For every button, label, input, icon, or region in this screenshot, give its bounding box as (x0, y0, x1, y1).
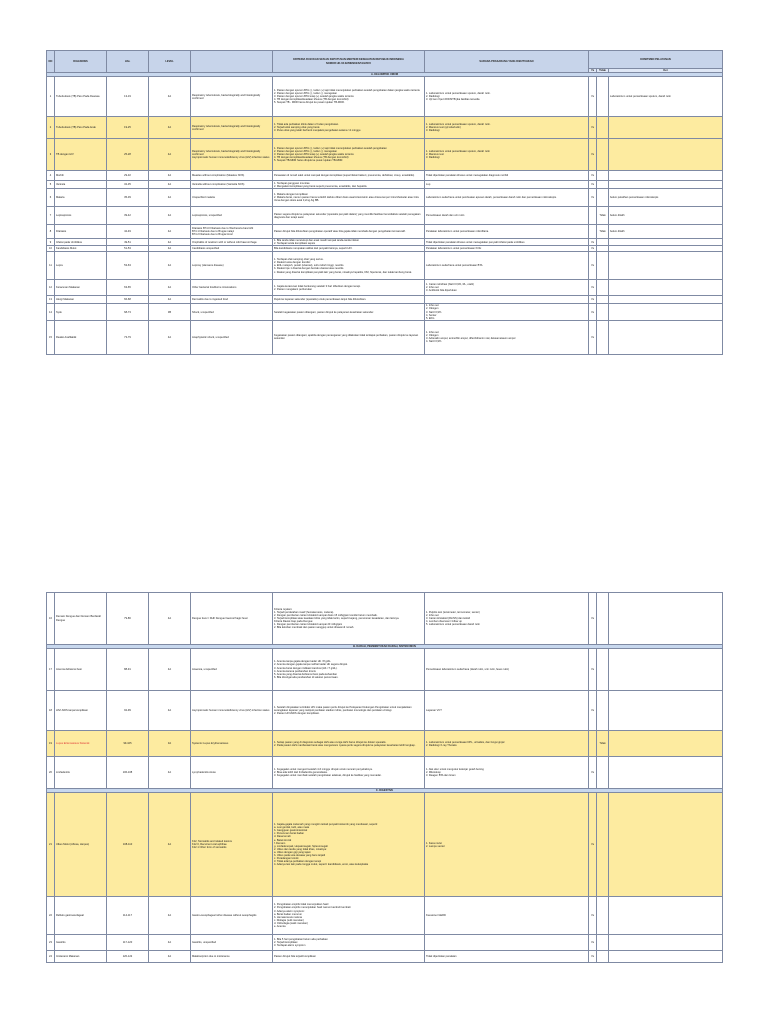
row-diagnosis: TB dengan HIV (55, 139, 107, 171)
row-no: 16 (47, 593, 55, 645)
row-no: 3 (47, 139, 55, 171)
row-hal: 68-73 (107, 304, 149, 320)
row-icd: Dermatitis due to ingested food (191, 296, 273, 304)
table-row (47, 935, 723, 951)
row-ket (609, 757, 723, 789)
row-ket (609, 117, 723, 139)
row-hal: 32-35 (107, 181, 149, 189)
row-hal: 29-32 (107, 171, 149, 181)
row-level: 4A (149, 189, 191, 207)
row-icd: Respiratory tuberculosis, bacteriologically and histologically confirmed Asymptomatic human immunodeficiency virus (HIV) infection status (191, 139, 273, 171)
referral-table-page-1 (46, 50, 723, 355)
row-criteria: Bila kandidiasis merupakan akibat dari penyakit lainnya, seperti HIV. (273, 246, 425, 252)
row-facilities: Tidak diperlukan peralatan (425, 951, 589, 963)
section-c: C. DIGESTIVE (47, 789, 723, 793)
row-hal: 99-105 (107, 731, 149, 757)
row-level: 4A (149, 935, 191, 951)
row-no: 21 (47, 793, 55, 897)
row-ket: belum pelatihan pemeriksaan mikroskopis (609, 189, 723, 207)
row-hal: 63-65 (107, 280, 149, 296)
col-level: LEVEL (149, 51, 191, 73)
row-ya: Ya (589, 951, 597, 963)
row-criteria: 1. Pasien dengan sputum BTA (-), kultur (+) tapi tidak menunjukkan perbaikan setelah pengobatan 2. Pasien dengan sputum BTA (-), kultur (-) meragukan 3. Pasien dengan sputum BTA tetap (+) setelah jangka waktu tertentu 4. TB dengan komplikasi/keadaan khusus (TB dengan komorbid) 5. Suspek TB-MDR harus dirujuk ke pusat rujukan TB-MDR. (273, 139, 425, 171)
row-facilities: 1. Laboratorium untuk pemeriksaan sputum, darah rutin. 2. Mantoux test (uji tuberkulin) 3. Radiologi (425, 117, 589, 139)
row-facilities: Layanan VCT (425, 691, 589, 731)
row-hal: 106-108 (107, 757, 149, 789)
row-no: 9 (47, 239, 55, 246)
row-diagnosis: Lepra (55, 252, 107, 280)
table-row (47, 793, 723, 897)
row-hal: 79-86 (107, 593, 149, 645)
row-icd: Anaphylactic shock, unspecified (191, 320, 273, 354)
row-criteria: Pasien dirujuk bila terjadi komplikasi (273, 951, 425, 963)
row-ket (609, 181, 723, 189)
row-icd: Lymphadenitis Acute (191, 757, 273, 789)
row-criteria: 1. Terdapat gangguan imunitas 2. Mengalami komplikasi yang berat seperti pneumonia, ensefalitis, dan hepatitis. (273, 181, 425, 189)
row-level: 4A (149, 691, 191, 731)
row-tidak (597, 77, 609, 117)
row-criteria: Pasien segera dirujuk ke pelayanan sekunder (spesialis penyakit dalam) yang memiliki fasilitas hemodialisis setelah penegakan diagnosis dan terapi awal. (273, 207, 425, 225)
col-diagnosis: DIAGNOSIS (55, 51, 107, 73)
row-criteria: 1. Pasien dengan sputum BTA (-), kultur (+) tapi tidak menunjukkan perbaikan setelah pengobatan dalam jangka waktu tertentu 2. Pasien dengan sputum BTA (-), kultur (-) meragukan 3. Pasien dengan sputum BTA tetap (+) setelah jangka waktu tertentu 4. TB dengan komplikasi/keadaan khusus (TB dengan komorbid) 5. Suspek TB - MDR harus dirujuk ke pusat rujukan TB-MDR. (273, 77, 425, 117)
row-tidak (597, 320, 609, 354)
row-ya: Ya (589, 139, 597, 171)
row-tidak (597, 649, 609, 691)
row-hal: 51-53 (107, 246, 149, 252)
row-ket (609, 649, 723, 691)
table-row (47, 171, 723, 181)
table-row (47, 225, 723, 239)
row-ya (589, 731, 597, 757)
row-icd: Unspecified malaria (191, 189, 273, 207)
row-diagnosis: Malaria (55, 189, 107, 207)
row-hal: 13-19 (107, 77, 149, 117)
row-ya: Ya (589, 171, 597, 181)
row-no: 2 (47, 117, 55, 139)
row-criteria: 1. Anemia tanpa gejala dengan kadar Hb <8 g/dL. 2. Anemia dengan gejala tanpa melihat kadar Hb segera dirujuk. 3. Anemia berat dengan indikasi transfusi (Hb <7 g/dL). 4. Anemia karena perdarahan kronis 5. Anemia yang disertai defisiensi besi pada kehamilan 6. Bila dicurigai ada pendarahan di saluran pencernaan. (273, 649, 425, 691)
row-tidak (597, 593, 609, 645)
row-icd: Shock, unspecified (191, 304, 273, 320)
row-hal: 53-63 (107, 252, 149, 280)
table-row (47, 951, 723, 963)
row-ket (609, 280, 723, 296)
row-icd: Gastro-oesophageal reflux disease without oesophagitis (191, 897, 273, 935)
col-ket: Ket (609, 69, 723, 73)
row-ya: Ya (589, 793, 597, 897)
row-no: 1 (47, 77, 55, 117)
row-no: 13 (47, 296, 55, 304)
row-no: 17 (47, 649, 55, 691)
row-level: 4A (149, 77, 191, 117)
row-facilities: 1. Infus set 2. Oksigen 3. NaCl 0,9% 4. Senter 5. EKG (425, 304, 589, 320)
row-no: 23 (47, 935, 55, 951)
row-ya: Ya (589, 320, 597, 354)
row-no: 19 (47, 731, 55, 757)
row-ket: belum dilatih (609, 225, 723, 239)
row-icd: Respiratory tuberculosis, bacteriologically and histologically confirmed (191, 77, 273, 117)
row-icd: Omphalitis of newborn with or without mild haemorrhage (191, 239, 273, 246)
row-ket (609, 320, 723, 354)
col-commitment: KOMITMEN PELAYANAN (589, 51, 723, 69)
row-diagnosis: Limfadenitis (55, 757, 107, 789)
row-no: 7 (47, 207, 55, 225)
row-tidak (597, 897, 609, 935)
row-level: 4A (149, 225, 191, 239)
row-facilities: Peralatan laboratorium untuk pemeriksaan mikrofilaria. (425, 225, 589, 239)
row-criteria: 1. Bila 5 hari pengobatan belum ada perbaikan 2. Terjadi komplikasi 3. Terdapat alarm symptom (273, 935, 425, 951)
row-ya (589, 207, 597, 225)
col-criteria: KRITERIA RUJUKAN SESUAI KEPUTUSAN MENTERI KESEHATAN REPUBLIK INDONESIA NOMOR HK.02.02/MENKES/514/2015 (273, 51, 425, 73)
row-diagnosis: Anemia defisiensi besi (55, 649, 107, 691)
row-ya: Ya (589, 304, 597, 320)
row-tidak (597, 280, 609, 296)
row-hal: 42-49 (107, 225, 149, 239)
col-facilities: SARANA PRASARANA YANG DIBUTUHKAN (425, 51, 589, 73)
row-level: 4A (149, 593, 191, 645)
table-row (47, 320, 723, 354)
row-hal: 66-68 (107, 296, 149, 304)
table-row (47, 77, 723, 117)
row-tidak (597, 296, 609, 304)
table-row (47, 304, 723, 320)
row-facilities: 1. Infus set 2. Oksigen 3. Adrenalin ampul, aminofilin ampul, difenhidramin vial, deksametason ampul 4. NaCl 0,9% (425, 320, 589, 354)
table-row (47, 239, 723, 246)
table-row (47, 649, 723, 691)
row-tidak (597, 691, 609, 731)
table-row (47, 280, 723, 296)
row-diagnosis: Kandidiasis Mulut (55, 246, 107, 252)
row-facilities: Laboratorium sederhana untuk pembuatan apusan darah, pemeriksaan darah rutin dan pemeriksaan mikroskopis. (425, 189, 589, 207)
row-no: 5 (47, 181, 55, 189)
row-diagnosis: Tuberkulosis (TB) Paru Pada Dewasa (55, 77, 107, 117)
table-row (47, 757, 723, 789)
row-diagnosis: Demam Dengue dan Demam Berdarah Dengue (55, 593, 107, 645)
row-no: 8 (47, 225, 55, 239)
row-level: 4A (149, 280, 191, 296)
row-hal: 25-28 (107, 139, 149, 171)
row-criteria: Perawatan di rumah sakit untuk campak dengan komplikasi (superinfeksi bakteri, pneumonia, dehidrasi, croup, ensefalitis) (273, 171, 425, 181)
row-ket (609, 897, 723, 935)
row-diagnosis: Tuberkulosis (TB) Paru Pada Anak (55, 117, 107, 139)
col-no: NO (47, 51, 55, 73)
row-level: 4A (149, 139, 191, 171)
row-icd: Measles without complication (Measles NOS) (191, 171, 273, 181)
row-hal: 114-117 (107, 897, 149, 935)
row-level: 4A (149, 207, 191, 225)
table-row (47, 189, 723, 207)
row-icd: Leptospirosis, unspecified (191, 207, 273, 225)
row-level: 4A (149, 117, 191, 139)
row-facilities: 1. Laboratorium untuk pemeriksaan sputum, darah rutin 2. Mantoux test 3. Radiologi (425, 139, 589, 171)
row-criteria: Rujuk ke layanan sekunder (spesialis) untuk pemeriksaan lanjut bila dibutuhkan. (273, 296, 425, 304)
row-tidak (597, 181, 609, 189)
row-tidak (597, 252, 609, 280)
row-level: 4A (149, 296, 191, 304)
row-level: 4A (149, 181, 191, 189)
row-diagnosis: Ulkus Mulut (Aftosa, Herpes) (55, 793, 107, 897)
row-tidak (597, 239, 609, 246)
row-hal: 120-122 (107, 951, 149, 963)
row-criteria: Pasien dirujuk bila dibutuhkan pengobatan operatif atau bila gejala tidak membaik dengan pengobatan konservatif. (273, 225, 425, 239)
row-icd: Varicella without complication (Varicella NOS) (191, 181, 273, 189)
row-ket (609, 593, 723, 645)
row-facilities (425, 296, 589, 304)
table-row (47, 593, 723, 645)
row-criteria: 1. Tidak ada perbaikan klinis dalam 2 bulan pengobatan. 2. Terjadi efek samping obat yang berat. 3. Putus obat yang telah berhenti menjalani pengobatan selama >2 minggu. (273, 117, 425, 139)
row-icd: Leprosy (Hansens disease) (191, 252, 273, 280)
row-ket (609, 139, 723, 171)
table-row (47, 117, 723, 139)
row-facilities: Kuesioner GERD (425, 897, 589, 935)
page-1 (46, 50, 722, 355)
row-criteria: 1. Setelah dinyatakan terinfeksi HIV maka pasien perlu dirujuk ke Pelayanan Dukungan Pengobatan untuk menjalankan serangkaian layanan yang meliputi penilaian stadium klinis, penilaian imunologis dan penilaian virologi. 2. Pasien HIV/AIDS dengan komplikasi. (273, 691, 425, 731)
row-no: 20 (47, 757, 55, 789)
row-hal: 88-91 (107, 649, 149, 691)
row-diagnosis: Lupus Eritematosus Sistemik (55, 731, 107, 757)
row-ya: Ya (589, 280, 597, 296)
row-tidak (597, 935, 609, 951)
row-level: 4A (149, 757, 191, 789)
row-no: 12 (47, 280, 55, 296)
table-row (47, 691, 723, 731)
row-ya: Ya (589, 117, 597, 139)
col-hal: HAL (107, 51, 149, 73)
col-tidak: Tidak (597, 69, 609, 73)
row-facilities: Lup (425, 181, 589, 189)
row-hal: 39-42 (107, 207, 149, 225)
section-b: B. DARAH, PEMBENTUKAN DARAH, SISTEM IMUN (47, 645, 723, 649)
row-tidak (597, 793, 609, 897)
row-criteria: 1. Gejala-gejala melemah yang mungkin terkait penyakit sistemik yang mendasari, seperti: a. Lesi genital, kulit, atau mata b. Gangguan gastrointestinal c. Penurunan berat badan d. Rasa lemah e. Batuk kronik f. Demam g. Limfadenopati, Hepatomegali, Splenomegali 2. Ulkus dan tanda yang tidak khas, misalnya: a. Ulkus dengan gigi yang tajam b. Ulkus pada usia dewasa yang baru terjadi c. Peradangan kronik 3. Tidak adanya perbaikan dengan terapi 4. Adanya lesi lain pada rongga mulut, seperti: kandidiasis, erosi, atau leukoplakia (273, 793, 425, 897)
row-ya: Ya (589, 897, 597, 935)
page-2 (46, 592, 722, 963)
row-facilities: Peralatan laboratorium untuk pemeriksaan KOH (425, 246, 589, 252)
row-criteria: 1. Gejala keracunan tidak berkurang setelah 3 hari diberikan dengan terapi. 2. Pasien mengalami perburukan (273, 280, 425, 296)
row-hal: 35-39 (107, 189, 149, 207)
row-icd: K12, Stomatitis and related lesions K12.0, Recurrent oral aphthae K12.1 Other form of stomatitis (191, 793, 273, 897)
row-facilities: 1. Pulpitis test (tensimeter, termometer, senter) 2. Infus set 3. Cairan kristaloid (RL/NS) dan koloid 4. Lembar observasi / follow up 5. Laboratorium untuk pemeriksaan darah rutin (425, 593, 589, 645)
row-tidak (597, 117, 609, 139)
row-no: 15 (47, 320, 55, 354)
row-diagnosis: Syok (55, 304, 107, 320)
row-icd: Anaemia, unspecified (191, 649, 273, 691)
row-ya: Ya (589, 252, 597, 280)
row-level: 4A (149, 793, 191, 897)
row-facilities: Laboratorium sederhana untuk pemeriksaan BTA (425, 252, 589, 280)
row-diagnosis: Varicela (55, 181, 107, 189)
row-ket (609, 935, 723, 951)
row-icd: Asymptomatic human immunodeficiency virus (HIV) infection status (191, 691, 273, 731)
row-hal: 19-25 (107, 117, 149, 139)
row-ya: Ya (589, 239, 597, 246)
row-criteria: 1. Setiap pasien yang di diagnosis sebagai LES atau curiga LES harus dirujuk ke dokter spesialis. 2. Pada pasien LES manifestasi berat atau mengancam nyawa perlu segera dirujuk ke pelayanan kesehatan lebih lengkap. (273, 731, 425, 757)
row-ya: Ya (589, 935, 597, 951)
row-tidak: Tidak (597, 225, 609, 239)
row-no: 14 (47, 304, 55, 320)
row-diagnosis: Leptospirosis (55, 207, 107, 225)
row-ya: Ya (589, 181, 597, 189)
row-ket (609, 252, 723, 280)
row-ket (609, 951, 723, 963)
row-icd: Gastritis, unspecified (191, 935, 273, 951)
row-no: 10 (47, 246, 55, 252)
col-icd (191, 51, 273, 73)
row-ket: belum dilatih (609, 207, 723, 225)
row-diagnosis: Alergi Makanan (55, 296, 107, 304)
row-tidak: Tidak (597, 207, 609, 225)
table-row (47, 731, 723, 757)
row-facilities: Pemeriksaan darah dan urin rutin (425, 207, 589, 225)
row-no: 22 (47, 897, 55, 935)
row-no: 4 (47, 171, 55, 181)
row-tidak: Tidak (597, 731, 609, 757)
row-icd: Respiratory tuberculosis, bacteriologically and histologically confirmed (191, 117, 273, 139)
row-ket (609, 731, 723, 757)
row-icd: Other bacterial foodborne intoxications (191, 280, 273, 296)
row-ya: Ya (589, 296, 597, 304)
row-level: 4A (149, 171, 191, 181)
row-facilities: Pemeriksaan laboratorium sederhana (darah rutin, urin rutin, feses rutin) (425, 649, 589, 691)
table-row (47, 139, 723, 171)
table-row (47, 296, 723, 304)
row-ket (609, 793, 723, 897)
row-facilities: Tidak diperlukan peralatan khusus untuk menegakkan penyakit infeksi pada umbilikus (425, 239, 589, 246)
row-criteria: Setelah kegawatan pasien ditangani, pasien dirujuk ke pelayanan kesehatan sekunder. (273, 304, 425, 320)
row-hal: 49-51 (107, 239, 149, 246)
row-hal: 108-110 (107, 793, 149, 897)
row-hal: 117-120 (107, 935, 149, 951)
row-criteria: 1. Pengobatan empirik tidak menunjukkan hasil 2. Pengobatan empirik menunjukkan hasil namun kambuh kembali 3. Adanya alarm symptom: a. Berat badan menurun b. Hematemesis melena c. Disfagia (sulit menelan) d. Odinofagia (sakit menelan) e. Anemia (273, 897, 425, 935)
row-level: 4A (149, 239, 191, 246)
row-level: 4A (149, 252, 191, 280)
row-diagnosis: Keracunan Makanan (55, 280, 107, 296)
row-icd: Malabsorption due to intolerance (191, 951, 273, 963)
row-diagnosis: Intoleransi Makanan (55, 951, 107, 963)
row-level: 4A (149, 951, 191, 963)
row-icd: Filariasis B74.0 Filariasis due to Wuchereria bancrofti B74.1 Filariasis due to Brugia malayi B74.2 Filariasis due to Brugia timori (191, 225, 273, 239)
row-level: 4A (149, 320, 191, 354)
col-ya: Ya (589, 69, 597, 73)
row-diagnosis: Morbili (55, 171, 107, 181)
row-criteria: 1. Kegagalan untuk mengecil setelah 4-6 minggu dirujuk untuk mencari penyebabnya. 2. Bisa ada lebih dari limfadenitis generalisata. 3. Kegagalan untuk membaik setelah pengobatan adekuat, dirujuk ke fasilitas yang memadai. (273, 757, 425, 789)
row-icd: Systemic Lupus Erythematosus (191, 731, 273, 757)
row-facilities: 1. Alat ukur untuk mengukur kelenjar getah bening 2. Mikroskop 3. Reagen BTA dan Gram (425, 757, 589, 789)
row-criteria: Kegawatan pasien ditangani, apabila dengan penanganan yang dilakukan tidak terdapat perbaikan, pasien dirujuk ke layanan sekunder. (273, 320, 425, 354)
table-row (47, 252, 723, 280)
row-diagnosis: HIV/ AIDS tanpa komplikasi (55, 691, 107, 731)
row-diagnosis: Refluks gastroesofageal (55, 897, 107, 935)
row-tidak (597, 757, 609, 789)
row-tidak (597, 139, 609, 171)
row-criteria: 1. Malaria dengan komplikasi 2. Malaria berat, namun pasien harus terlebih dahulu diberi dosis awal Artemisinin atau Artesunat per Intra Muskular atau Intra Vena dengan dosis awal 3,2mg /kg BB. (273, 189, 425, 207)
row-level: 4A (149, 246, 191, 252)
row-criteria: Kriteria rujukan: 1. Terjadi perdarahan masif (hematemesis, melena). 2. Dengan pemberian cairan kristaloid sampai dosis 15 ml/kg/jam kondisi belum membaik. 3. Terjadi komplikasi atau keadaan klinis yang tidak lazim, seperti kejang, penurunan kesadaran, dan lainnya. Kriteria Rawat Inap pada Dengue: 1. Dengan pemberian cairan kristaloid sampai 20 ml/kg/jam 2. Bila keluhan membaik dan pasien sanggup untuk dirawat di rumah. (273, 593, 425, 645)
row-diagnosis: Gastritis (55, 935, 107, 951)
row-ya: Ya (589, 649, 597, 691)
row-hal: 92-99 (107, 691, 149, 731)
row-ya: Ya (589, 77, 597, 117)
row-ket (609, 691, 723, 731)
row-level: 3B (149, 304, 191, 320)
row-no: 11 (47, 252, 55, 280)
row-level: 3A (149, 731, 191, 757)
row-tidak (597, 951, 609, 963)
table-row (47, 897, 723, 935)
row-icd: Candidiasis unspecified (191, 246, 273, 252)
row-facilities (425, 935, 589, 951)
row-ket (609, 171, 723, 181)
row-ya: Ya (589, 691, 597, 731)
row-level: 4A (149, 649, 191, 691)
row-ket: Laboratorium untuk pemeriksaan sputum, darah rutin (609, 77, 723, 117)
row-tidak (597, 189, 609, 207)
row-hal: 73-79 (107, 320, 149, 354)
row-diagnosis: Infeksi pada Umbilikus (55, 239, 107, 246)
row-tidak (597, 171, 609, 181)
row-diagnosis: Reaksi Anafilaktik (55, 320, 107, 354)
section-a: A. KELOMPOK UMUM (47, 73, 723, 77)
row-ya: Ya (589, 189, 597, 207)
row-no: 6 (47, 189, 55, 207)
row-facilities: Tidak diperlukan peralatan khusus untuk menegakkan diagnosis morbili (425, 171, 589, 181)
row-facilities: 1. Laboratorium untuk pemeriksaan DPL, urinalisis, dan fungsi ginjal 2. Radiologi X-ray Thoraks (425, 731, 589, 757)
row-icd: Dengue fever / DHF Dengue haemorrhagic fever (191, 593, 273, 645)
row-criteria: 1. Bila tanda tidak mencukupi dan anak masih tampak tanda-tanda infeksi 2. Terdapat tanda komplikasi sepsis (273, 239, 425, 246)
row-ya (589, 225, 597, 239)
table-row (47, 181, 723, 189)
table-row (47, 207, 723, 225)
referral-table-page-2 (46, 592, 723, 963)
row-level: 4A (149, 897, 191, 935)
row-ket (609, 296, 723, 304)
row-ya: Ya (589, 246, 597, 252)
row-no: 24 (47, 951, 55, 963)
row-criteria: 1. Terdapat efek samping obat yang serius. 2. Reaksi kusta dengan kondisi: a. ENL melepuh, pecah (ulserasi), suhu tubuh tinggi, neuritis. b. Reaksi tipe 1 disertai dengan bercak ulserasi atau neuritis. c. Reaksi yang disertai komplikasi penyakit lain yang berat, misalnya hepatitis, DM, hipertensi, dan tukak lambung berat. (273, 252, 425, 280)
row-facilities: 1. Laboratorium untuk pemeriksaan sputum, darah rutin. 2. Radiologi 3. Uji Gen Xpert RIF/MTB jika fasilitas tersedia (425, 77, 589, 117)
row-ket (609, 304, 723, 320)
row-facilities: 1. Kaca mulut 2. Lampu senter (425, 793, 589, 897)
row-ya: Ya (589, 593, 597, 645)
row-facilities: 1. Cairan rehidrasi (NaCl 0,9%, RL, oralit) 2. Infus set 3. Antibiotik bila diperlukan (425, 280, 589, 296)
row-tidak (597, 304, 609, 320)
row-ket (609, 239, 723, 246)
row-diagnosis: Filariasis (55, 225, 107, 239)
row-no: 18 (47, 691, 55, 731)
row-ya: Ya (589, 757, 597, 789)
